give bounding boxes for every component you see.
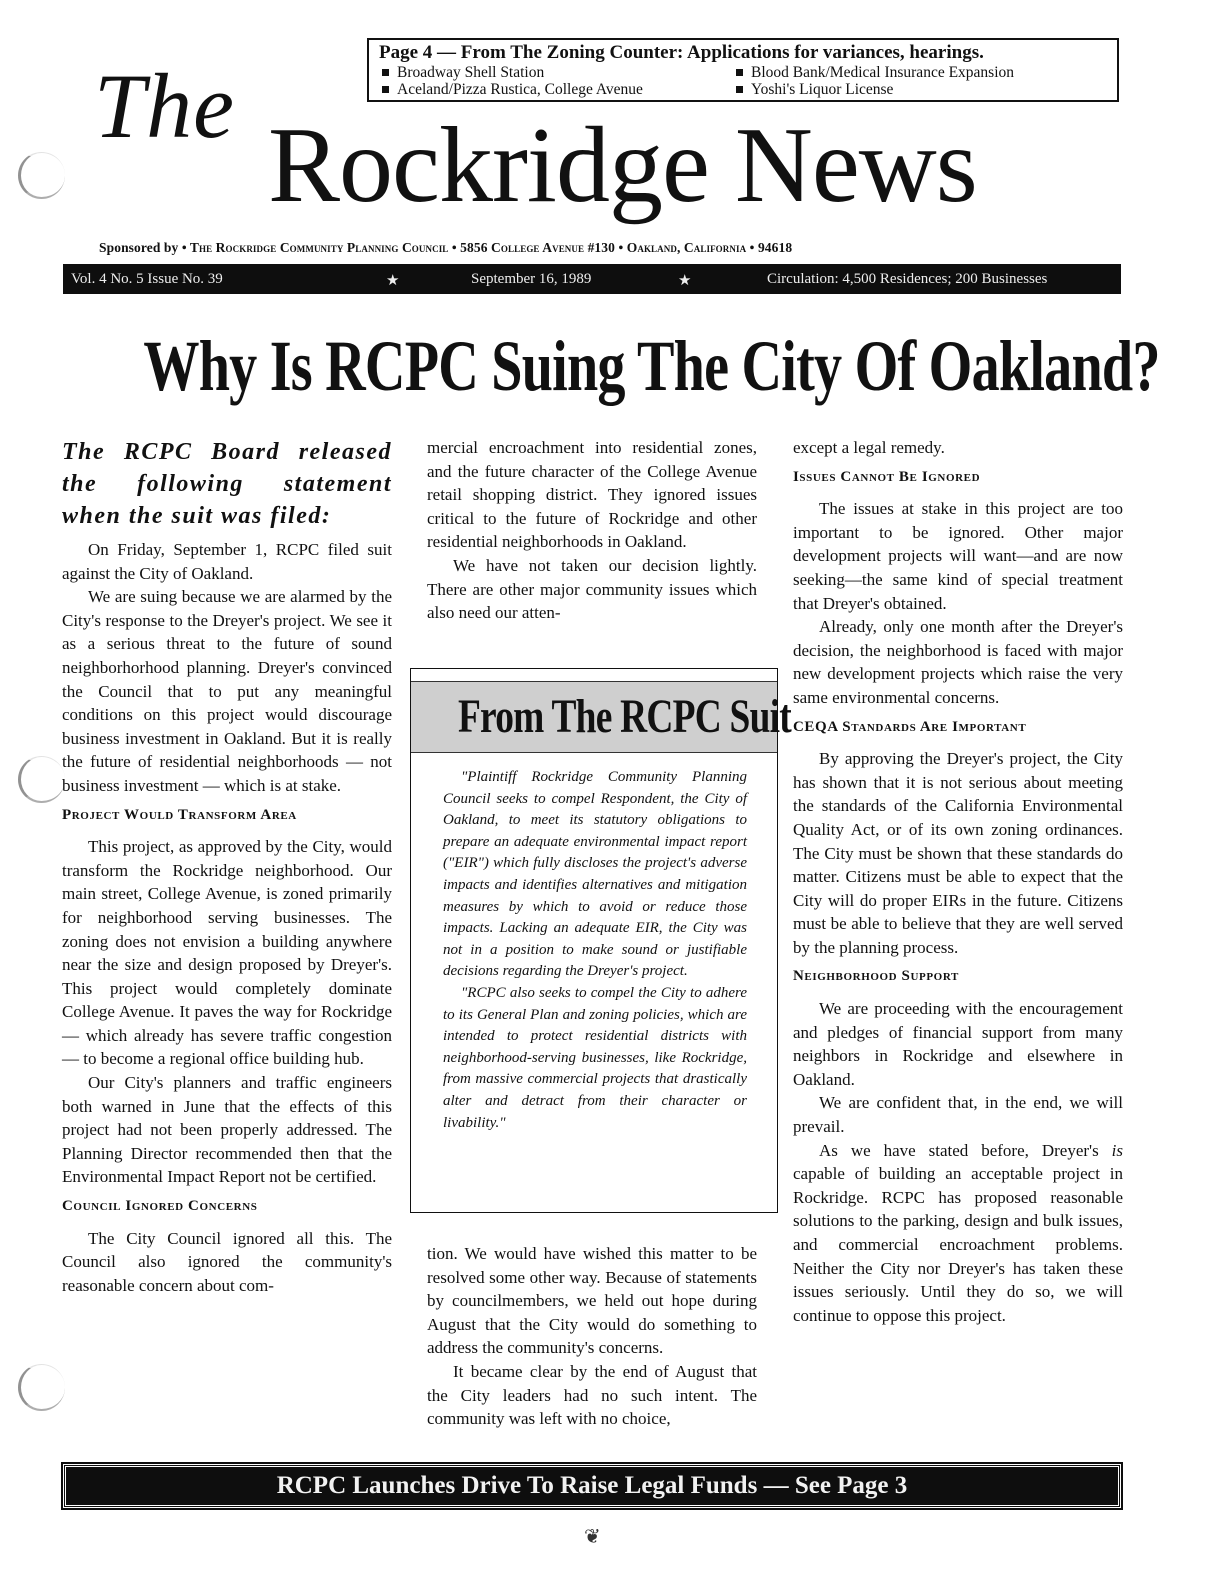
footer-banner: RCPC Launches Drive To Raise Legal Funds — See Page 3 xyxy=(63,1464,1121,1508)
paragraph: We are proceeding with the encouragement and pledges of financial support from many neighbors in Rockridge and elsewhere in Oakland. xyxy=(793,999,1123,1089)
paragraph: It became clear by the end of August that the City leaders had no such intent. The community was left with no choice, xyxy=(427,1361,757,1429)
section-subhead: CEQA Standards Are Important xyxy=(793,718,1027,735)
teaser-item: Broadway Shell Station xyxy=(379,64,733,81)
issue-date: September 16, 1989 xyxy=(471,271,592,287)
main-headline xyxy=(0,316,1207,416)
article-column-1 xyxy=(62,436,392,1297)
binder-hole-middle xyxy=(18,756,65,803)
quote-paragraph: "Plaintiff Rockridge Community Planning Council seeks to compel Respondent, the City of Oakland, to meet its statutory obligations to prepare an adequate environmental impact report ("EIR") which fully discloses the project's adverse impacts and identifies alternatives and mitigation measures by which to avoid or reduce those impacts. Lacking an adequate EIR, the City was not in a position to make sound or justifiable decisions regarding the Dreyer's project. xyxy=(443,769,747,980)
quote-box-title xyxy=(411,681,791,753)
quote-paragraph: "RCPC also seeks to compel the City to adhere to its General Plan and zoning policies, which are intended to protect residential districts with neighborhood-serving businesses, like Rockridge, from massive commercial projects that drastically alter and detract from their character or livability." xyxy=(443,984,747,1131)
paragraph: We have not taken our decision lightly. There are other major community issues which also need our atten- xyxy=(427,555,757,623)
paragraph: tion. We would have wished this matter to be resolved some other way. Because of statements by councilmembers, we held out hope during August that the City would do something to address the community's concerns. xyxy=(427,1244,757,1358)
text-run: capable of building an acceptable project in Rockridge. RCPC has proposed reasonable solutions to the parking, design and bulk issues, and commercial encroachment problems. Neither the City nor Dreyer's has taken these issues seriously. Until they do so, we will continue to oppose this project. xyxy=(793,1164,1123,1325)
binder-hole-top xyxy=(18,152,65,199)
paragraph: We are suing because we are alarmed by the City's response to the Dreyer's project. We see it as a serious threat to the future of sound neighborhorhood planning. Dreyer's convinced the Council that to put any meaningful conditions on this project would discourage business investment in Oakland. But it is really the future of residential neighborhoods — not business investment — which is at stake. xyxy=(62,587,392,795)
text-run: As we have stated before, Dreyer's xyxy=(819,1140,1112,1160)
rcpc-suit-quote-box xyxy=(410,668,791,1213)
paragraph: The issues at stake in this project are too important to be ignored. Other major development projects will want—and are now seeking—the same kind of special treatment that Dreyer's obtained. xyxy=(793,499,1123,613)
issue-number: Vol. 4 No. 5 Issue No. 39 xyxy=(71,271,223,287)
binder-hole-bottom xyxy=(18,1364,65,1411)
paragraph: The City Council ignored all this. The Council also ignored the community's reasonable concern about com- xyxy=(62,1228,392,1295)
section-subhead: Council Ignored Concerns xyxy=(62,1198,258,1215)
page4-teaser-box xyxy=(367,38,1119,102)
teaser-heading: Page 4 — From The Zoning Counter: Applications for variances, hearings. xyxy=(379,42,984,63)
paragraph: except a legal remedy. xyxy=(793,438,945,457)
lead-intro: The RCPC Board released the following statement when the suit was filed: xyxy=(62,439,392,529)
paragraph: We are confident that, in the end, we will prevail. xyxy=(793,1093,1123,1137)
paragraph xyxy=(793,1139,1123,1328)
section-subhead: Issues Cannot Be Ignored xyxy=(793,468,981,485)
paragraph: By approving the Dreyer's project, the City has shown that it is not serious about meeting the standards of the California Environmental Quality Act, or of its own zoning ordinances. The City must be shown that these standards do matter. Citizens must be able to expect that the City will do proper EIRs in the future. Citizens must be able to believe that they are well served by the planning process. xyxy=(793,749,1123,957)
paragraph: Our City's planners and traffic engineers both warned in June that the effects of this project had not been properly addressed. The Planning Director recommended then that the Environmental Impact Report not be certified. xyxy=(62,1073,392,1187)
star-separator: ★ xyxy=(678,273,692,289)
article-column-2-bottom xyxy=(427,1242,757,1431)
issue-info-bar xyxy=(63,264,1121,294)
teaser-item: Yoshi's Liquor License xyxy=(733,81,1083,98)
masthead-title: Rockridge News xyxy=(268,106,977,225)
quote-box-body xyxy=(411,753,777,1134)
teaser-list xyxy=(379,64,1107,98)
sponsor-line xyxy=(99,240,1099,256)
section-subhead: Project Would Transform Area xyxy=(62,806,297,823)
circulation: Circulation: 4,500 Residences; 200 Businesses xyxy=(767,271,1048,287)
article-column-3 xyxy=(793,436,1123,1327)
paragraph: This project, as approved by the City, would transform the Rockridge neighborhood. Our main street, College Avenue, is zoned primarily for neighborhood serving businesses. The zoning does not envision a building anywhere near the size and design proposed by Dreyer's. This project would completely dominate College Avenue. It paves the way for Rockridge — which already has severe traffic congestion — to become a regional office building hub. xyxy=(62,837,392,1069)
paragraph: mercial encroachment into residential zones, and the future character of the College Avenue retail shopping district. They ignored issues critical to the future of Rockridge and other residential neighborhoods in Oakland. xyxy=(427,438,757,552)
headline-text: Why Is RCPC Suing The City Of Oakland? xyxy=(143,326,1160,406)
emphasis: is xyxy=(1111,1140,1123,1160)
ornament-icon: ❦ xyxy=(584,1526,601,1548)
quote-box-title-text: From The RCPC Suit xyxy=(457,690,791,743)
star-separator: ★ xyxy=(386,273,400,289)
teaser-item: Aceland/Pizza Rustica, College Avenue xyxy=(379,81,733,98)
article-column-2-top xyxy=(427,436,757,625)
sponsor-prefix: Sponsored by xyxy=(99,240,179,255)
sponsor-text: • The Rockridge Community Planning Council • 5856 College Avenue #130 • Oakland, California • 94618 xyxy=(181,240,793,255)
paragraph: On Friday, September 1, RCPC filed suit against the City of Oakland. xyxy=(62,540,392,583)
masthead-the: The xyxy=(94,55,235,157)
teaser-item: Blood Bank/Medical Insurance Expansion xyxy=(733,64,1083,81)
section-subhead: Neighborhood Support xyxy=(793,968,959,985)
paragraph: Already, only one month after the Dreyer's decision, the neighborhood is faced with major new development projects which raise the very same environmental concerns. xyxy=(793,617,1123,707)
